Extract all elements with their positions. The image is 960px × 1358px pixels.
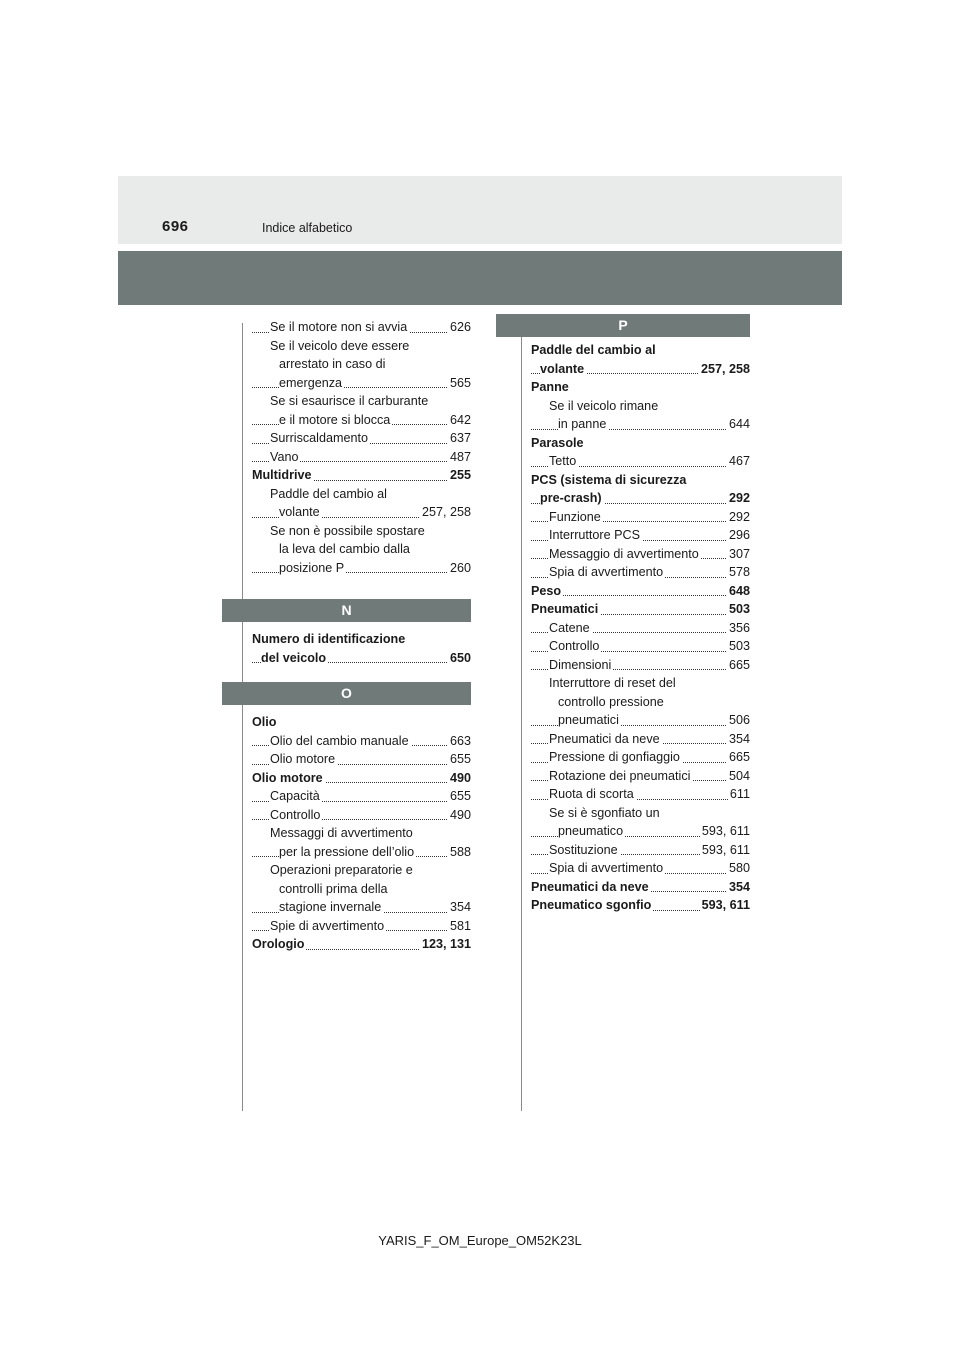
page-reference: 593, 611 (700, 896, 750, 915)
page-reference: 260 (448, 559, 471, 578)
page-reference: 487 (448, 448, 471, 467)
page-reference: 257, 258 (699, 360, 750, 379)
index-entry (531, 563, 750, 582)
index-entry (252, 769, 471, 788)
index-term: Controllo (270, 807, 321, 822)
index-entry (531, 637, 750, 656)
index-term: Olio motore (270, 752, 336, 766)
index-term: del veicolo (261, 650, 327, 665)
page-reference: 593, 611 (700, 822, 750, 841)
index-entry (531, 841, 750, 860)
index-entry (531, 619, 750, 638)
section-o-header (252, 682, 471, 705)
index-entry-line: Panne (531, 380, 569, 394)
index-entry-line: Se il veicolo deve essere (270, 338, 410, 353)
index-entry-line: Paddle del cambio al (531, 343, 656, 357)
page-reference: 467 (727, 452, 750, 471)
index-entry (252, 522, 471, 578)
index-entry-line (252, 787, 471, 806)
page-reference: 580 (727, 859, 750, 878)
index-term: in panne (558, 417, 607, 431)
index-term: Spia di avvertimento (549, 861, 664, 875)
index-term: Spie di avvertimento (270, 918, 385, 933)
index-entry (252, 448, 471, 467)
index-term: pneumatico (558, 824, 624, 838)
index-entry (531, 582, 750, 601)
index-entry (531, 785, 750, 804)
index-entry-line (252, 448, 471, 467)
index-entry-line (531, 878, 750, 897)
index-entry (252, 485, 471, 522)
index-entry-line (531, 526, 750, 545)
index-term: stagione invernale (279, 900, 382, 914)
index-term: Funzione (549, 509, 601, 524)
index-term: Rotazione dei pneumatici (549, 768, 691, 783)
index-entry-line (531, 711, 750, 730)
index-entry (531, 730, 750, 749)
page-reference: 257, 258 (420, 503, 471, 522)
index-entry-line (531, 563, 750, 582)
index-entry-line (531, 841, 750, 860)
index-entry-line: Interruttore di reset del (549, 676, 676, 690)
left-column-rule (242, 323, 243, 1111)
index-entry (531, 452, 750, 471)
section-p-entries (531, 341, 750, 915)
index-entry (252, 318, 471, 337)
page-reference: 650 (448, 649, 471, 668)
page-reference: 296 (727, 526, 750, 545)
index-term: Interruttore PCS (549, 528, 640, 542)
index-entry-line: controllo pressione (558, 694, 664, 709)
page-reference: 354 (727, 730, 750, 749)
index-entry-line (252, 503, 471, 522)
header-band (118, 176, 842, 244)
index-entry-line (531, 600, 750, 619)
index-entry-line (252, 732, 471, 751)
index-term: Pneumatici da neve (531, 879, 649, 894)
index-entry (252, 861, 471, 917)
index-term: Dimensioni (549, 657, 612, 672)
page-reference: 593, 611 (700, 841, 750, 860)
index-entry-line: la leva del cambio dalla (279, 542, 410, 556)
page-reference: 655 (448, 750, 471, 769)
index-entry-line (531, 508, 750, 527)
page-reference: 490 (448, 806, 471, 825)
index-entry (252, 824, 471, 861)
index-entry (531, 341, 750, 378)
index-entry (252, 630, 471, 667)
index-term: posizione P (279, 560, 345, 575)
page-reference: 504 (727, 767, 750, 786)
section-n-entries (252, 630, 471, 667)
page-reference: 578 (727, 563, 750, 582)
index-entry (531, 434, 750, 453)
index-entry-line (531, 415, 750, 434)
index-term: Ruota di scorta (549, 787, 634, 801)
index-entry-line: arrestato in caso di (279, 357, 386, 371)
page-reference: 506 (727, 711, 750, 730)
index-entry-line (252, 935, 471, 954)
index-entry-line (531, 748, 750, 767)
page-reference: 356 (727, 619, 750, 638)
page-reference: 503 (727, 600, 750, 619)
page-reference: 292 (727, 489, 750, 508)
page-reference: 307 (727, 545, 750, 564)
section-letter-n: N (222, 599, 471, 622)
index-entry (252, 935, 471, 954)
index-term: Peso (531, 583, 562, 598)
index-term: Pneumatici da neve (549, 731, 660, 746)
index-term: volante (540, 361, 585, 376)
page-reference: 665 (727, 748, 750, 767)
index-entry-line (531, 637, 750, 656)
index-entry-line: Parasole (531, 435, 584, 450)
page-reference: 663 (448, 732, 471, 751)
index-term: Catene (549, 620, 590, 635)
page-reference: 565 (448, 374, 471, 393)
page-reference: 644 (727, 415, 750, 434)
left-entries (252, 318, 471, 577)
index-entry-line (531, 489, 750, 508)
right-column-rule (521, 330, 522, 1111)
index-entry-line (531, 896, 750, 915)
right-column (531, 341, 750, 915)
page-reference: 354 (727, 878, 750, 897)
index-entry-line (252, 374, 471, 393)
index-term: Surriscaldamento (270, 431, 368, 445)
page-reference: 611 (728, 785, 750, 804)
index-entry-line (252, 411, 471, 430)
index-entry-line (531, 582, 750, 601)
index-entry-line (252, 917, 471, 936)
index-term: e il motore si blocca (279, 412, 391, 427)
index-entry-line (252, 649, 471, 668)
page-number: 696 (162, 218, 189, 235)
page-reference: 642 (448, 411, 471, 430)
section-n-header (252, 599, 471, 622)
index-term: Controllo (549, 639, 600, 653)
index-entry (531, 859, 750, 878)
index-entry (531, 656, 750, 675)
index-entry (252, 713, 471, 732)
page-reference: 626 (448, 318, 471, 337)
index-entry-line: PCS (sistema di sicurezza (531, 472, 687, 487)
page-reference: 255 (448, 466, 471, 485)
index-term: emergenza (279, 375, 343, 390)
left-column (252, 318, 471, 954)
index-term: pneumatici (558, 713, 619, 727)
dot-leader (531, 595, 750, 596)
page-reference: 490 (448, 769, 471, 788)
index-entry-line: Operazioni preparatorie e (270, 863, 413, 877)
index-term: Olio del cambio manuale (270, 733, 409, 748)
index-entry (252, 337, 471, 393)
index-entry (531, 896, 750, 915)
index-entry (531, 508, 750, 527)
index-entry (252, 466, 471, 485)
index-entry (531, 397, 750, 434)
index-entry-line: Numero di identificazione (252, 632, 406, 646)
index-entry-line (531, 545, 750, 564)
index-entry-line (531, 452, 750, 471)
index-entry (531, 471, 750, 508)
index-entry-line (252, 843, 471, 862)
page-reference: 648 (727, 582, 750, 601)
index-term: Spia di avvertimento (549, 565, 664, 579)
page-reference: 123, 131 (420, 935, 471, 954)
index-entry-line (252, 318, 471, 337)
index-entry-line (252, 559, 471, 578)
index-term: Tetto (549, 454, 577, 468)
section-title: Indice alfabetico (262, 221, 353, 235)
index-term: Messaggio di avvertimento (549, 546, 699, 561)
page-reference: 292 (727, 508, 750, 527)
index-term: Pneumatici (531, 602, 599, 616)
page-reference: 655 (448, 787, 471, 806)
index-entry-line: Se si esaurisce il carburante (270, 394, 429, 408)
index-entry-line: Messaggi di avvertimento (270, 826, 413, 840)
index-entry-line (531, 822, 750, 841)
page-reference: 581 (448, 917, 471, 936)
page-reference: 637 (448, 429, 471, 448)
index-entry-line (252, 769, 471, 788)
index-term: pre-crash) (540, 491, 602, 505)
index-entry (531, 804, 750, 841)
index-entry (252, 429, 471, 448)
index-entry-line: Se non è possibile spostare (270, 523, 425, 538)
index-term: Sostituzione (549, 842, 618, 857)
index-term: Orologio (252, 937, 305, 951)
index-entry-line (531, 859, 750, 878)
index-entry-line (531, 730, 750, 749)
index-entry (531, 674, 750, 730)
index-entry (531, 526, 750, 545)
index-entry (531, 600, 750, 619)
index-term: per la pressione dell’olio (279, 844, 415, 859)
index-entry (252, 392, 471, 429)
index-term: Vano (270, 449, 299, 464)
index-term: Multidrive (252, 468, 312, 482)
index-entry-line (252, 466, 471, 485)
index-entry (531, 378, 750, 397)
section-o-entries (252, 713, 471, 954)
index-entry-line (252, 750, 471, 769)
page-reference: 503 (727, 637, 750, 656)
footer-document-code: YARIS_F_OM_Europe_OM52K23L (378, 1233, 582, 1248)
index-term: Pressione di gonfiaggio (549, 750, 680, 764)
section-letter-o: O (222, 682, 471, 705)
index-entry-line (531, 767, 750, 786)
index-entry (252, 750, 471, 769)
index-entry (252, 732, 471, 751)
index-term: Se il motore non si avvia (270, 320, 408, 334)
index-entry-line: controlli prima della (279, 881, 388, 896)
index-entry (531, 748, 750, 767)
section-letter-p: P (496, 314, 750, 337)
index-entry (252, 806, 471, 825)
page-reference: 665 (727, 656, 750, 675)
index-entry-line (531, 656, 750, 675)
index-entry-line: Se si è sgonfiato un (549, 805, 660, 820)
index-entry (531, 767, 750, 786)
index-entry-line: Se il veicolo rimane (549, 398, 659, 413)
index-entry (531, 545, 750, 564)
header-bar (118, 251, 842, 305)
page-reference: 354 (448, 898, 471, 917)
index-entry (252, 787, 471, 806)
index-entry-line (531, 619, 750, 638)
index-term: Pneumatico sgonfio (531, 898, 652, 912)
index-term: volante (279, 505, 320, 519)
index-entry-line (531, 360, 750, 379)
index-entry-line (531, 785, 750, 804)
index-entry-line (252, 429, 471, 448)
index-entry-line: Olio (252, 715, 277, 729)
index-entry-line: Paddle del cambio al (270, 486, 387, 501)
index-entry (531, 878, 750, 897)
index-term: Olio motore (252, 770, 323, 785)
index-entry (252, 917, 471, 936)
page-reference: 588 (448, 843, 471, 862)
index-term: Capacità (270, 789, 320, 803)
index-entry-line (252, 898, 471, 917)
index-entry-line (252, 806, 471, 825)
